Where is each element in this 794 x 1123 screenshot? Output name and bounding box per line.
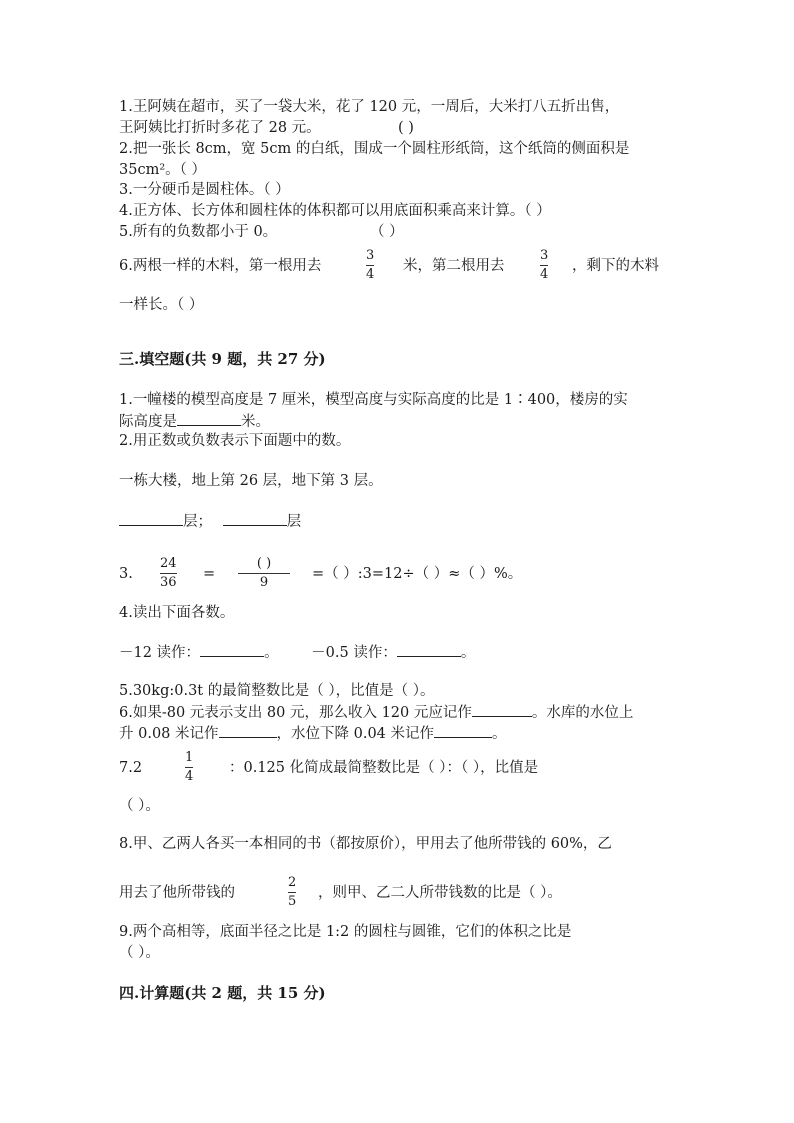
q1-line1: 1.王阿姨在超市，买了一袋大米，花了 120 元，一周后，大米打八五折出售， xyxy=(119,99,620,115)
q6-text-c: ，剩下的木料 xyxy=(572,258,659,274)
text: 。 xyxy=(460,645,476,661)
fraction-numerator: 2 xyxy=(288,875,297,890)
fraction-bar xyxy=(185,767,193,768)
fraction-denominator: 4 xyxy=(366,267,375,282)
q6-fraction-2 xyxy=(540,248,548,283)
answer-blank xyxy=(219,723,277,738)
fraction-numerator: ( ) xyxy=(256,556,272,571)
s3-q4-answers xyxy=(119,642,475,663)
s3-q9-line1: 9.两个高相等，底面半径之比是 1:2 的圆柱与圆锥，它们的体积之比是 xyxy=(119,924,572,940)
s3-q3-fraction-2 xyxy=(238,556,290,591)
answer-blank xyxy=(200,642,264,657)
text: 米。 xyxy=(241,414,270,430)
q5-answer-paren: （ ） xyxy=(370,224,404,240)
text: 层； xyxy=(183,514,212,530)
text: 6.如果-80 元表示支出 80 元，那么收入 120 元应记作 xyxy=(119,705,472,721)
fraction-bar xyxy=(540,265,548,266)
fraction-numerator: 3 xyxy=(540,248,549,263)
fraction-denominator: 36 xyxy=(160,575,177,590)
s3-q8-text-a: 用去了他所带钱的 xyxy=(119,885,235,901)
text: 。水库的水位上 xyxy=(531,705,634,721)
q4-line: 4.正方体、长方体和圆柱体的体积都可以用底面积乘高来计算。（ ） xyxy=(119,203,551,219)
q1-line2: 王阿姨比打折时多花了 28 元。 xyxy=(119,120,321,136)
answer-blank xyxy=(119,511,183,526)
answer-blank xyxy=(223,511,287,526)
section4-heading: 四.计算题(共 2 题，共 15 分) xyxy=(119,984,326,1002)
s3-q3-fraction-1 xyxy=(160,556,177,591)
s3-q2-line: 2.用正数或负数表示下面题中的数。 xyxy=(119,433,351,449)
fraction-denominator: 4 xyxy=(185,769,194,784)
text: －0.5 读作： xyxy=(311,645,397,661)
s3-q1-line1: 1.一幢楼的模型高度是 7 厘米，模型高度与实际高度的比是 1∶400，楼房的实 xyxy=(119,392,628,408)
text: 。 xyxy=(492,726,507,742)
s3-q6-line1 xyxy=(119,702,633,723)
answer-blank xyxy=(177,411,241,426)
q2-line2: 35cm²。（ ） xyxy=(119,162,206,178)
fraction-denominator: 9 xyxy=(259,575,269,590)
answer-blank xyxy=(397,642,461,657)
s3-q1-line2 xyxy=(119,411,270,432)
text: 。 xyxy=(264,645,279,661)
fraction-numerator: 3 xyxy=(366,248,375,263)
q3-line: 3.一分硬币是圆柱体。（ ） xyxy=(119,182,290,198)
section3-heading: 三.填空题(共 9 题，共 27 分) xyxy=(119,350,326,368)
text: ，水位下降 0.04 米记作 xyxy=(276,726,435,742)
fraction-bar xyxy=(366,265,374,266)
q6-line2: 一样长。（ ） xyxy=(119,297,204,313)
s3-q8-line1: 8.甲、乙两人各买一本相同的书（都按原价），甲用去了他所带钱的 60%，乙 xyxy=(119,836,612,852)
s3-q8-fraction xyxy=(288,875,296,910)
text: 升 0.08 米记作 xyxy=(119,726,219,742)
s3-q3-equals: = xyxy=(203,566,216,582)
fraction-denominator: 4 xyxy=(540,267,549,282)
fraction-numerator: 24 xyxy=(160,556,177,571)
s3-q7-fraction xyxy=(185,750,193,785)
text: 际高度是 xyxy=(119,414,177,430)
s3-q2-answers xyxy=(119,511,301,532)
q6-text-a: 6.两根一样的木料，第一根用去 xyxy=(119,258,322,274)
s3-q9-line2: （ ）。 xyxy=(119,945,160,961)
fraction-denominator: 5 xyxy=(288,894,297,909)
q5-line: 5.所有的负数都小于 0。 xyxy=(119,224,278,240)
q1-answer-paren: ( ) xyxy=(398,120,414,136)
s3-q7-text-a: 7.2 xyxy=(119,760,143,776)
s3-q2-sub: 一栋大楼，地上第 26 层，地下第 3 层。 xyxy=(119,473,383,489)
q6-fraction-1 xyxy=(366,248,374,283)
s3-q4-line: 4.读出下面各数。 xyxy=(119,605,235,621)
fraction-bar xyxy=(238,573,290,574)
q6-text-b: 米，第二根用去 xyxy=(403,258,505,274)
text: －12 读作： xyxy=(119,645,201,661)
answer-blank xyxy=(434,723,492,738)
s3-q3-label: 3. xyxy=(119,566,133,582)
s3-q3-rest: =（ ）:3=12÷（ ）≈（ ）%。 xyxy=(312,566,523,582)
q2-line1: 2.把一张长 8cm，宽 5cm 的白纸，围成一个圆柱形纸筒，这个纸筒的侧面积是 xyxy=(119,141,630,157)
s3-q8-text-b: ，则甲、乙二人所带钱数的比是（ ）。 xyxy=(318,885,562,901)
s3-q7-line2: （ ）。 xyxy=(119,798,160,814)
fraction-bar xyxy=(288,892,296,893)
s3-q7-text-b: ：0.125 化简成最简整数比是（ ）：（ ），比值是 xyxy=(229,760,539,776)
answer-blank xyxy=(472,702,532,717)
text: 层 xyxy=(286,514,302,530)
fraction-bar xyxy=(160,573,177,574)
s3-q6-line2 xyxy=(119,723,507,744)
s3-q5-line: 5.30kg:0.3t 的最简整数比是（ ），比值是（ ）。 xyxy=(119,683,435,699)
fraction-numerator: 1 xyxy=(185,750,194,765)
